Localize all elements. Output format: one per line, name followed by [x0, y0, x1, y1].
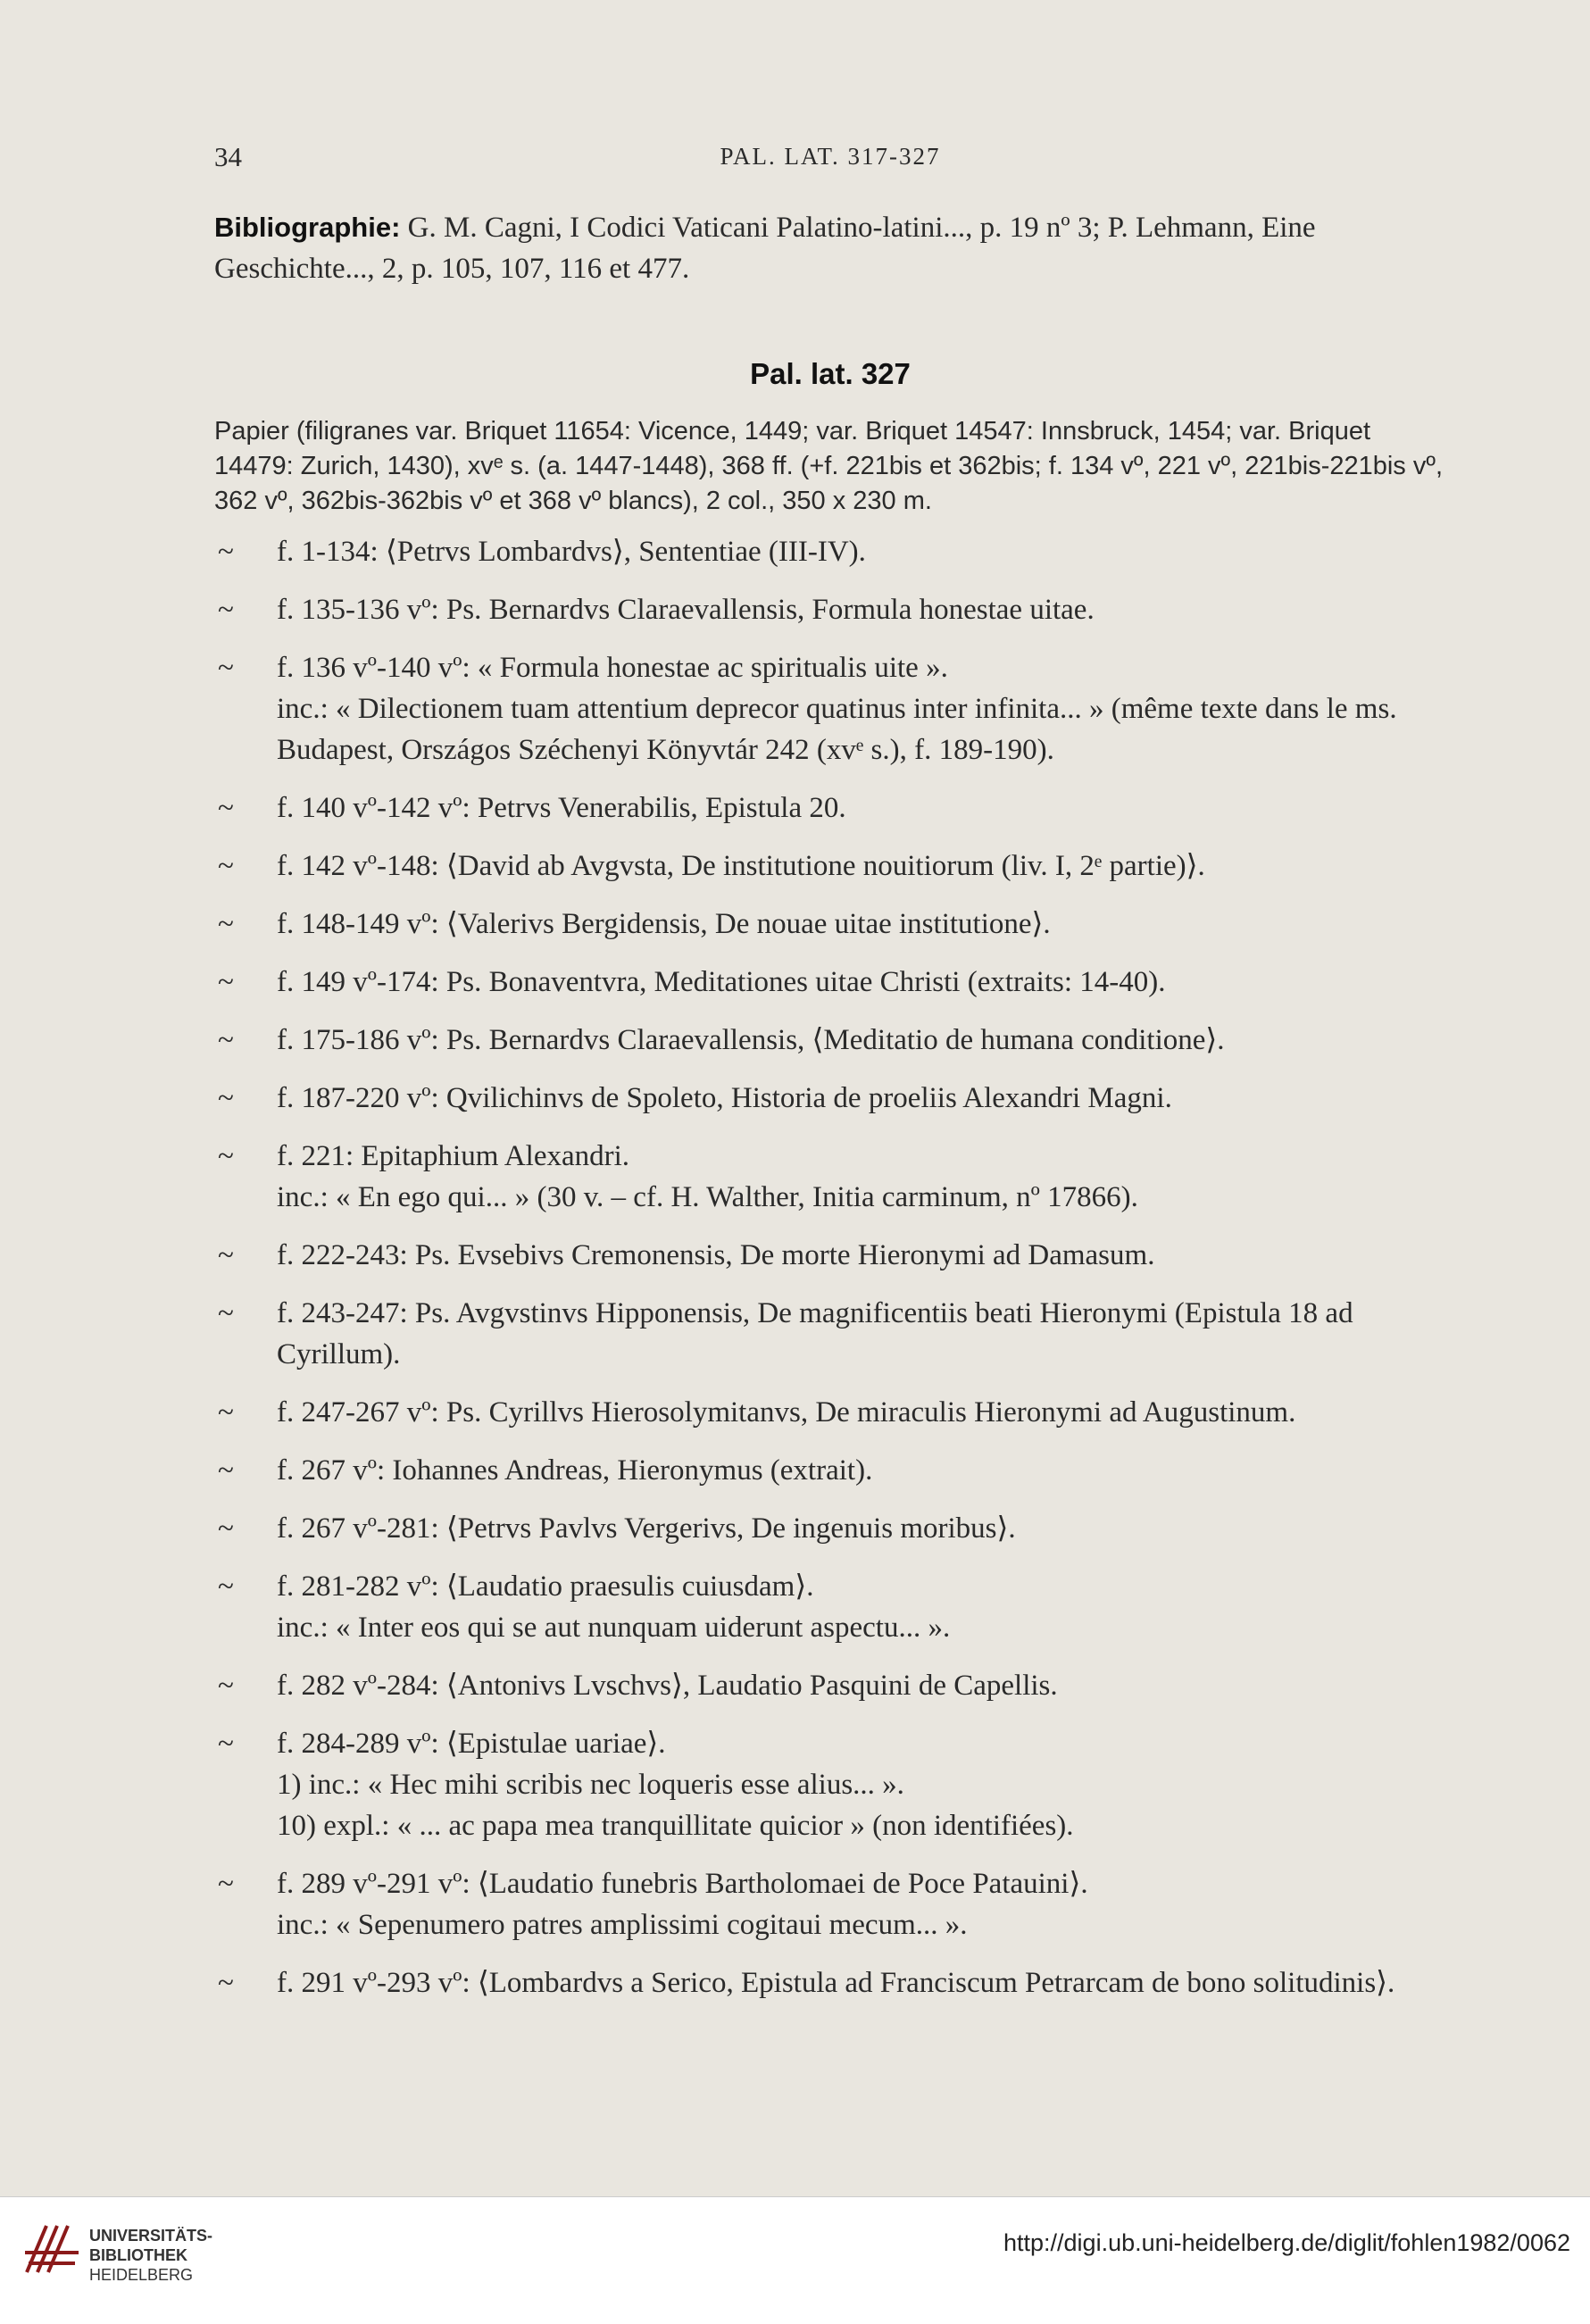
list-item	[214, 1962, 1446, 2003]
entry-text: f. 221: Epitaphium Alexandri.	[277, 1140, 630, 1172]
tilde-marker: ~	[218, 1024, 234, 1056]
list-item	[214, 845, 1446, 887]
entry-text: f. 284-289 vº: ⟨Epistulae uariae⟩.	[277, 1728, 666, 1760]
list-item	[214, 962, 1446, 1003]
bibliography-text: G. M. Cagni, I Codici Vaticani Palatino-latini..., p. 19 nº 3; P. Lehmann, Eine Geschichte..., 2, p. 105, 107, 116 et 477.	[214, 212, 1316, 285]
permalink-url[interactable]: http://digi.ub.uni-heidelberg.de/diglit/fohlen1982/0062	[1003, 2229, 1570, 2256]
tilde-marker: ~	[218, 1728, 234, 1760]
entry-incipit: inc.: « Inter eos qui se aut nunquam uiderunt aspectu... ».	[277, 1612, 951, 1644]
running-head: PAL. LAT. 317-327	[720, 143, 941, 170]
entry-text: f. 187-220 vº: Qvilichinvs de Spoleto, Historia de proeliis Alexandri Magni.	[277, 1082, 1172, 1114]
tilde-marker: ~	[218, 536, 234, 568]
list-item	[214, 1078, 1446, 1119]
entry-explicit: 10) expl.: « ... ac papa mea tranquillitate quicior » (non identifiées).	[277, 1810, 1074, 1842]
library-name-line2: BIBLIOTHEK	[89, 2246, 187, 2264]
list-item	[214, 787, 1446, 829]
entry-text: f. 222-243: Ps. Evsebivs Cremonensis, De morte Hieronymi ad Damasum.	[277, 1239, 1155, 1271]
entry-incipit: inc.: « Sepenumero patres amplissimi cogitaui mecum... ».	[277, 1909, 968, 1941]
entry-text: f. 281-282 vº: ⟨Laudatio praesulis cuiusdam⟩.	[277, 1570, 814, 1603]
entry-text: f. 1-134: ⟨Petrvs Lombardvs⟩, Sententiae (III-IV).	[277, 536, 866, 568]
list-item	[214, 904, 1446, 945]
entry-text: f. 135-136 vº: Ps. Bernardvs Claraevallensis, Formula honestae uitae.	[277, 594, 1095, 626]
page-header	[214, 141, 1446, 186]
tilde-marker: ~	[218, 1868, 234, 1900]
entry-text: f. 175-186 vº: Ps. Bernardvs Claraevallensis, ⟨Meditatio de humana conditione⟩.	[277, 1024, 1225, 1056]
list-item	[214, 1665, 1446, 1706]
manuscript-title: Pal. lat. 327	[750, 357, 911, 390]
entry-text: f. 142 vº-148: ⟨David ab Avgvsta, De institutione nouitiorum (liv. I, 2ᵉ partie)⟩.	[277, 850, 1205, 882]
tilde-marker: ~	[218, 1454, 234, 1487]
list-item	[214, 1020, 1446, 1061]
list-item	[214, 1136, 1446, 1218]
tilde-marker: ~	[218, 1140, 234, 1172]
entry-incipit: inc.: « En ego qui... » (30 v. – cf. H. Walther, Initia carminum, nº 17866).	[277, 1181, 1138, 1213]
entry-text: f. 243-247: Ps. Avgvstinvs Hipponensis, De magnificentiis beati Hieronymi (Epistula 18 ad Cyrillum).	[277, 1297, 1353, 1370]
entry-text: f. 149 vº-174: Ps. Bonaventvra, Meditationes uitae Christi (extraits: 14-40).	[277, 966, 1166, 998]
library-name	[89, 2226, 212, 2285]
list-item	[214, 1508, 1446, 1549]
tilde-marker: ~	[218, 792, 234, 824]
list-item	[214, 1293, 1446, 1375]
viewer-footer	[0, 2196, 1590, 2324]
list-item	[214, 1863, 1446, 1945]
library-logo-icon	[20, 2217, 84, 2281]
list-item	[214, 647, 1446, 771]
list-item	[214, 1235, 1446, 1276]
tilde-marker: ~	[218, 1967, 234, 1999]
tilde-marker: ~	[218, 1396, 234, 1429]
tilde-marker: ~	[218, 1082, 234, 1114]
entry-text: f. 291 vº-293 vº: ⟨Lombardvs a Serico, Epistula ad Franciscum Petrarcam de bono solitudinis⟩.	[277, 1967, 1395, 1999]
tilde-marker: ~	[218, 908, 234, 940]
list-item	[214, 589, 1446, 630]
tilde-marker: ~	[218, 966, 234, 998]
entry-text: f. 267 vº: Iohannes Andreas, Hieronymus (extrait).	[277, 1454, 873, 1487]
library-name-line3: HEIDELBERG	[89, 2266, 194, 2284]
entry-text: f. 136 vº-140 vº: « Formula honestae ac spiritualis uite ».	[277, 652, 948, 684]
tilde-marker: ~	[218, 652, 234, 684]
tilde-marker: ~	[218, 594, 234, 626]
tilde-marker: ~	[218, 1570, 234, 1603]
entry-text: f. 282 vº-284: ⟨Antonivs Lvschvs⟩, Laudatio Pasquini de Capellis.	[277, 1670, 1058, 1702]
contents-list	[214, 531, 1446, 2003]
list-item	[214, 1450, 1446, 1491]
page-number: 34	[214, 141, 242, 172]
entry-incipit: inc.: « Dilectionem tuam attentium deprecor quatinus inter infinita... » (même texte dans le ms. Budapest, Országos Széchenyi Könyvtár 242 (xvᵉ s.), f. 189-190).	[277, 693, 1397, 766]
list-item	[214, 1723, 1446, 1846]
tilde-marker: ~	[218, 1670, 234, 1702]
tilde-marker: ~	[218, 850, 234, 882]
entry-text: f. 247-267 vº: Ps. Cyrillvs Hierosolymitanvs, De miraculis Hieronymi ad Augustinum.	[277, 1396, 1296, 1429]
entry-text: f. 267 vº-281: ⟨Petrvs Pavlvs Vergerivs, De ingenuis moribus⟩.	[277, 1512, 1016, 1545]
library-name-line1: UNIVERSITÄTS-	[89, 2227, 213, 2245]
tilde-marker: ~	[218, 1512, 234, 1545]
bibliography	[214, 207, 1446, 289]
bibliography-label: Bibliographie:	[214, 212, 401, 243]
tilde-marker: ~	[218, 1297, 234, 1329]
list-item	[214, 531, 1446, 572]
entry-text: f. 140 vº-142 vº: Petrvs Venerabilis, Epistula 20.	[277, 792, 846, 824]
entry-text: f. 289 vº-291 vº: ⟨Laudatio funebris Bartholomaei de Poce Patauini⟩.	[277, 1868, 1088, 1900]
entry-text: f. 148-149 vº: ⟨Valerivs Bergidensis, De nouae uitae institutione⟩.	[277, 908, 1051, 940]
entry-incipit: 1) inc.: « Hec mihi scribis nec loqueris esse alius... ».	[277, 1769, 904, 1801]
page-body	[214, 207, 1446, 2003]
manuscript-description: Papier (filigranes var. Briquet 11654: Vicence, 1449; var. Briquet 14547: Innsbruck, 1454; var. Briquet 14479: Zurich, 1430), xvᵉ s. (a. 1447-1448), 368 ff. (+f. 221bis et 362bis; f. 134 vº, 221 vº, 221bis-221bis vº, 362 vº, 362bis-362bis vº et 368 vº blancs), 2 col., 350 x 230 m.	[214, 417, 1444, 515]
list-item	[214, 1566, 1446, 1648]
list-item	[214, 1392, 1446, 1433]
tilde-marker: ~	[218, 1239, 234, 1271]
